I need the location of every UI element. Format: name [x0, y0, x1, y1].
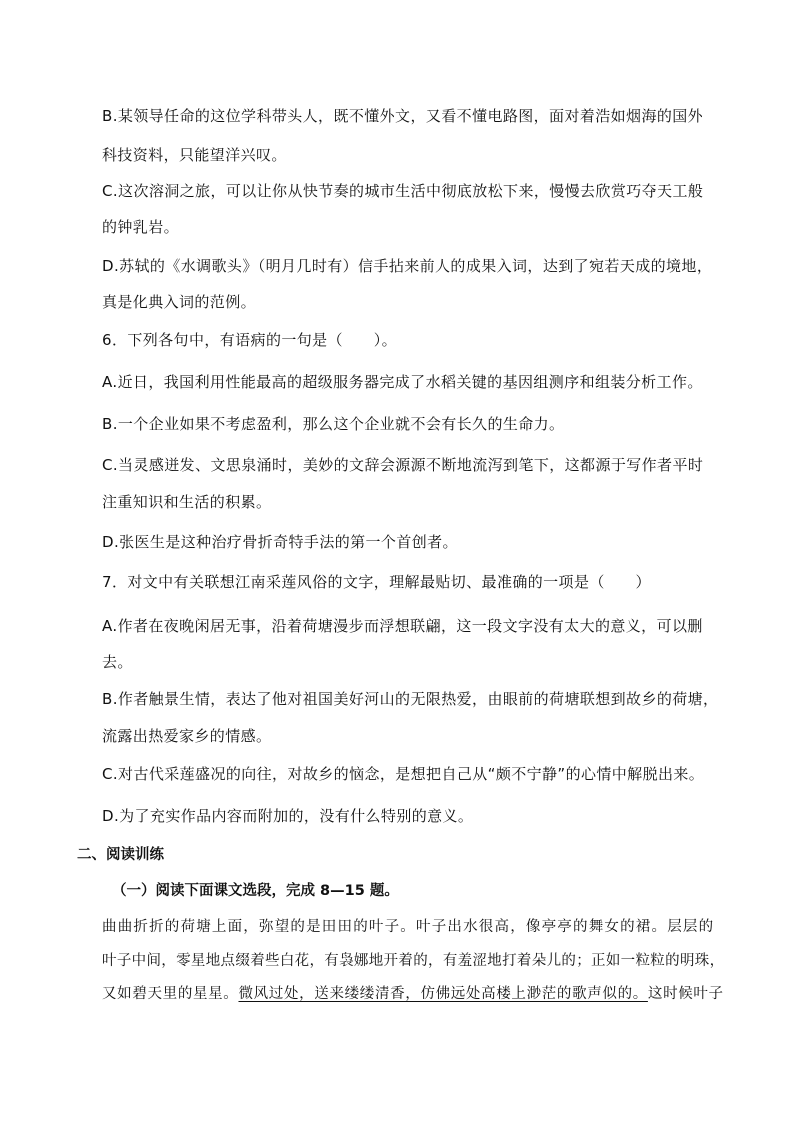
passage-line-3-end: 这时候叶子: [647, 986, 724, 1002]
q5-option-b-line2: 科技资料，只能望洋兴叹。: [102, 146, 287, 164]
q5-option-c-line2: 的钟乳岩。: [102, 218, 180, 236]
passage-line-1: 曲曲折折的荷塘上面，弥望的是田田的叶子。叶子出水很高，像亭亭的舞女的裙。层层的: [102, 919, 715, 935]
section-subheading: （一）阅读下面课文选段，完成 8—15 题。: [112, 883, 399, 899]
q5-option-d-line1: D.苏轼的《水调歌头》（明月几时有）信手拈来前人的成果入词，达到了宛若天成的境地，: [102, 257, 713, 275]
section-heading: 二、阅读训练: [77, 847, 164, 863]
passage-line-2: 叶子中间，零星地点缀着些白花，有袅娜地开着的，有羞涩地打着朵儿的；正如一粒粒的明珠，: [102, 953, 725, 969]
q6-option-c-line2: 注重知识和生活的积累。: [102, 493, 272, 511]
q7-option-b-line2: 流露出热爱家乡的情感。: [102, 727, 272, 745]
q5-option-b-line1: B.某领导任命的这位学科带头人，既不懂外文，又看不懂电路图，面对着浩如烟海的国外: [102, 107, 704, 125]
q7-option-a-line2: 去。: [102, 653, 133, 671]
q7-option-b-line1: B.作者触景生情，表达了他对祖国美好河山的无限热爱，由眼前的荷塘联想到故乡的荷塘，: [102, 690, 719, 708]
question-7: 7．对文中有关联想江南采莲风俗的文字，理解最贴切、最准确的一项是（ ）: [102, 573, 651, 591]
q6-option-d: D.张医生是这种治疗骨折奇特手法的第一个首创者。: [102, 533, 458, 551]
q6-option-c-line1: C.当灵感迸发、文思泉涌时，美妙的文辞会源源不断地流泻到笔下，这都源于写作者平时: [102, 456, 704, 474]
q5-option-c-line1: C.这次溶洞之旅，可以让你从快节奏的城市生活中彻底放松下来，慢慢去欣赏巧夺天工般: [102, 182, 704, 200]
q7-option-a-line1: A.作者在夜晚闲居无事，沿着荷塘漫步而浮想联翩，这一段文字没有太大的意义，可以删: [102, 617, 703, 635]
passage-line-3: [102, 984, 724, 1004]
passage-line-3-start: 又如碧天里的星星。: [102, 986, 239, 1002]
q6-option-a: A.近日，我国利用性能最高的超级服务器完成了水稻关键的基因组测序和组装分析工作。: [102, 373, 703, 391]
question-6: 6．下列各句中，有语病的一句是（ ）。: [102, 331, 398, 349]
passage-underlined-sentence: 微风过处，送来缕缕清香，仿佛远处高楼上渺茫的歌声似的。: [238, 986, 648, 1002]
q5-option-d-line2: 真是化典入词的范例。: [102, 293, 257, 311]
q6-option-b: B.一个企业如果不考虑盈利，那么这个企业就不会有长久的生命力。: [102, 415, 565, 433]
q7-option-d: D.为了充实作品内容而附加的，没有什么特别的意义。: [102, 807, 474, 825]
q7-option-c: C.对古代采莲盛况的向往，对故乡的恼念，是想把自己从“颇不宁静”的心情中解脱出来。: [102, 765, 705, 783]
